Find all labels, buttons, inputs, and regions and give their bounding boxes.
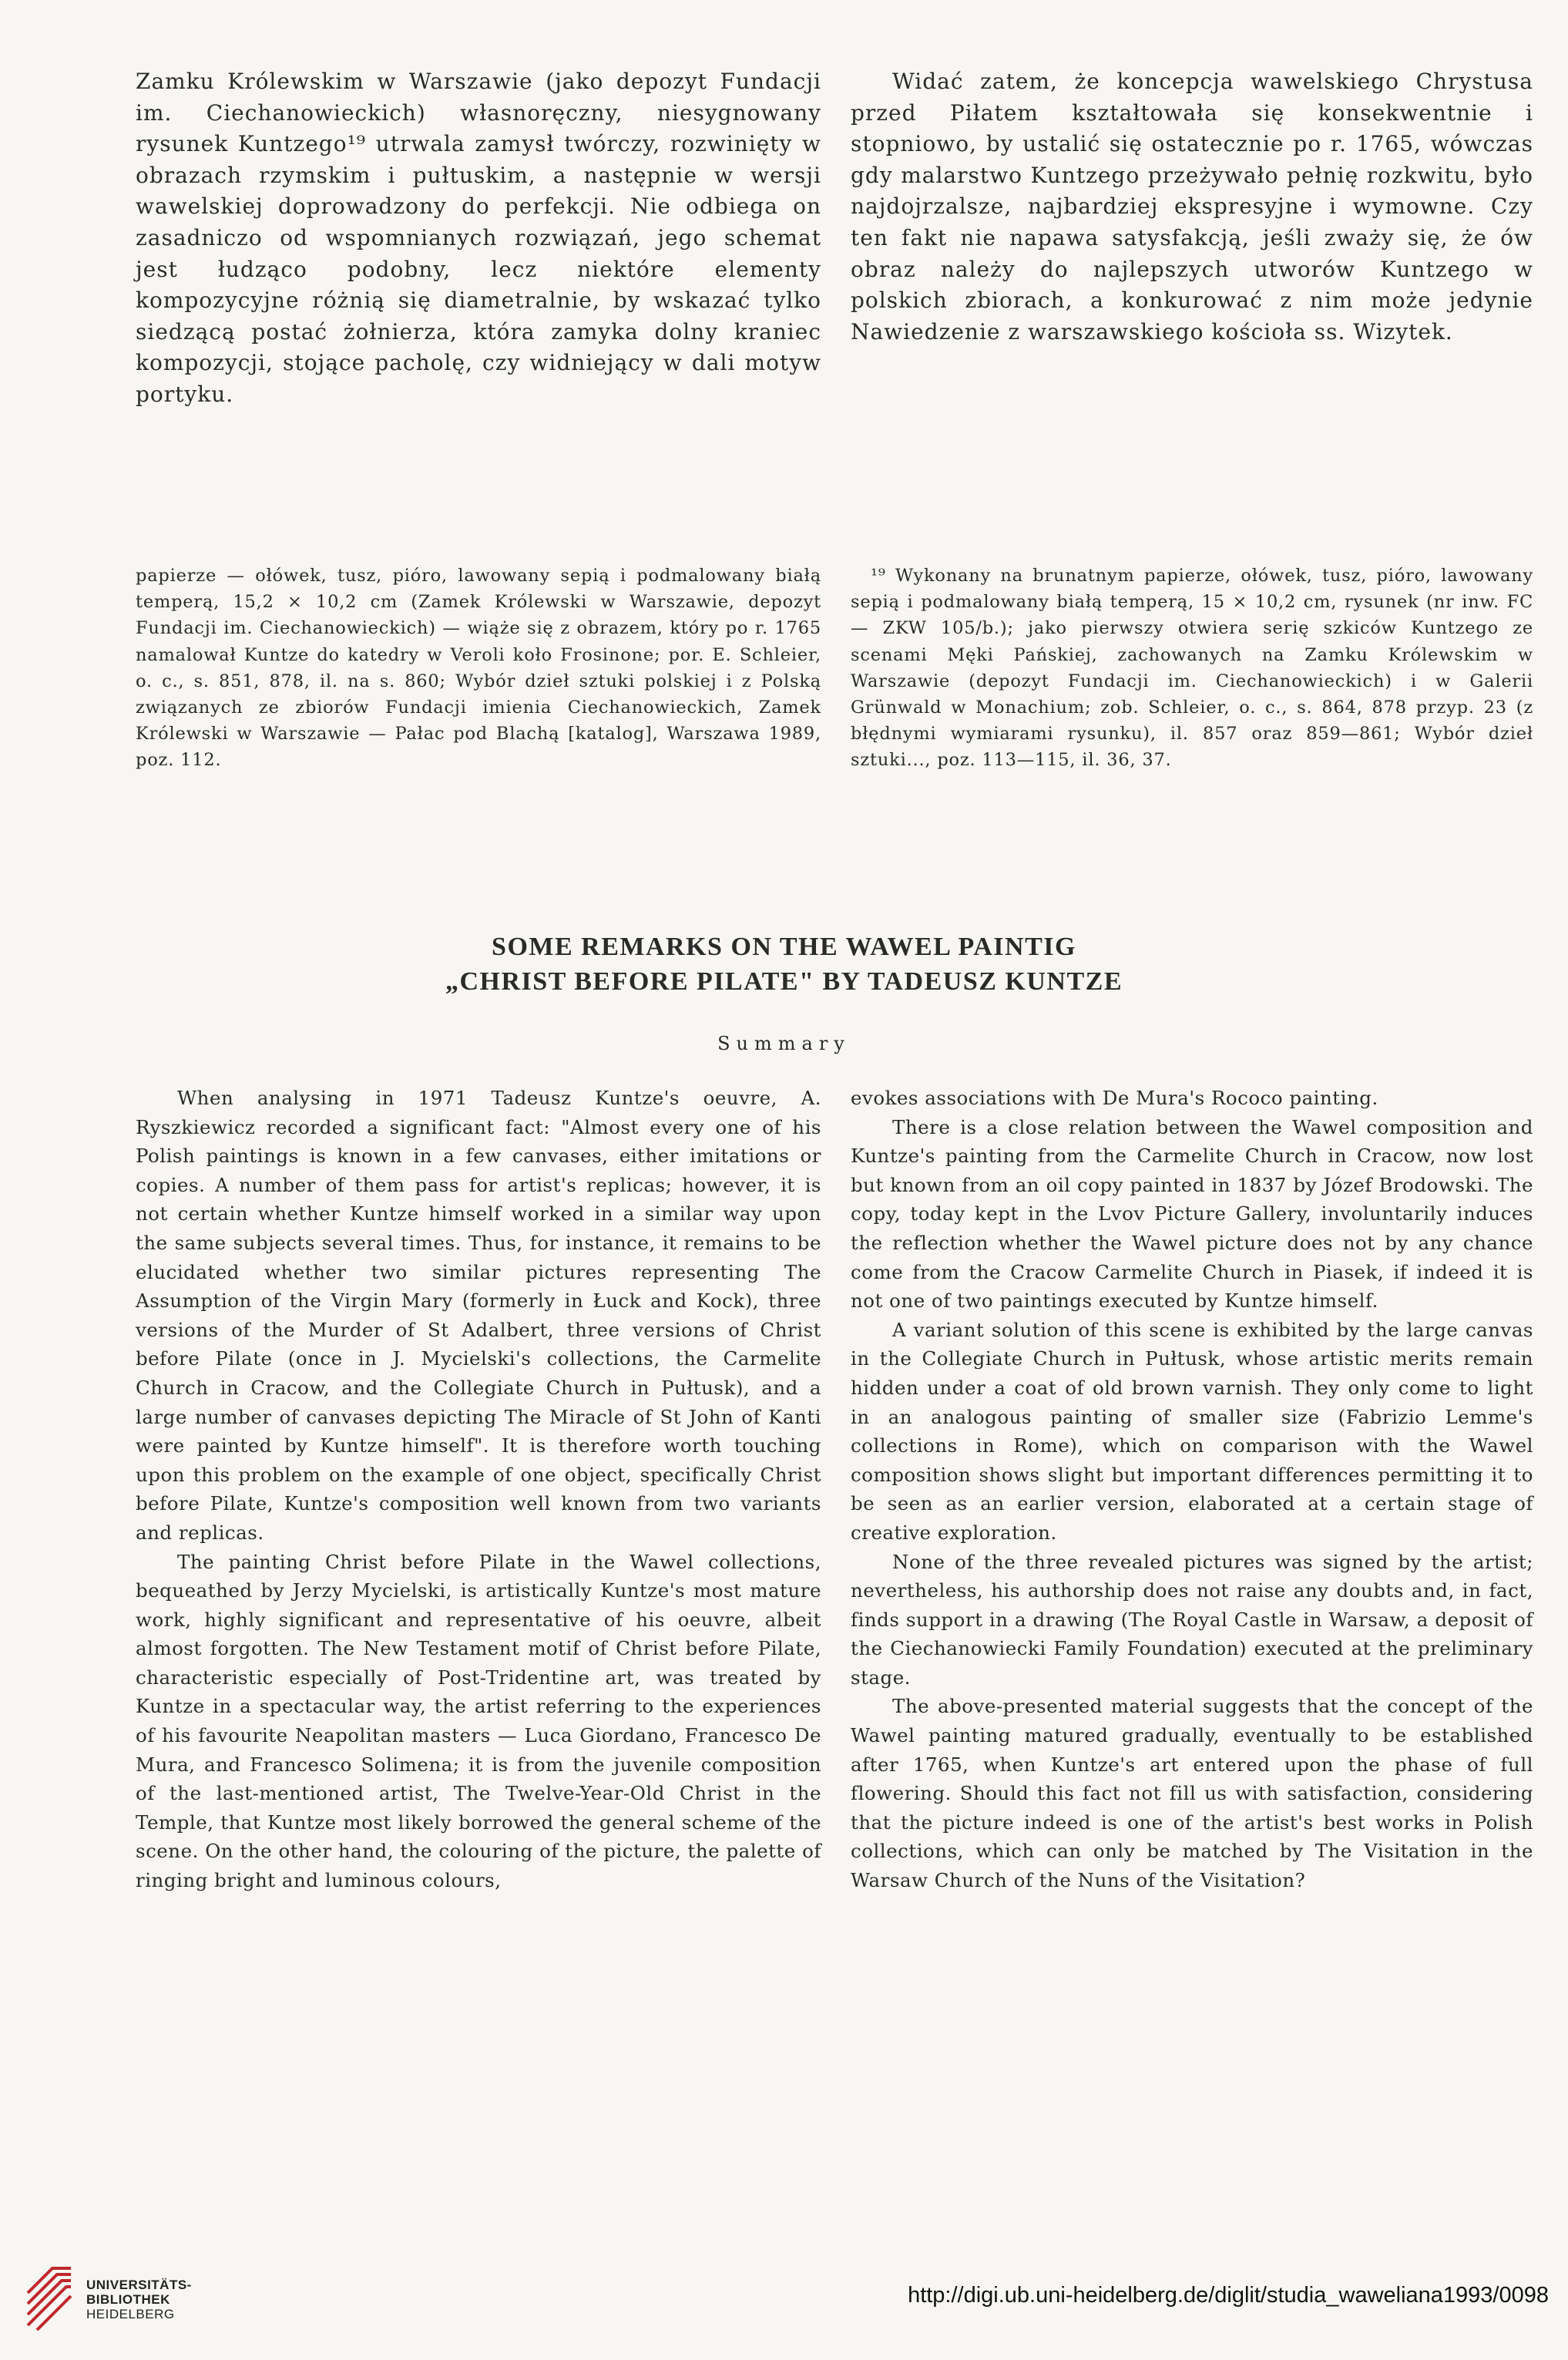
- logo-line: UNIVERSITÄTS-: [86, 2278, 192, 2292]
- summary-paragraph: None of the three revealed pictures was signed by the artist; nevertheless, his authorship does not raise any doubts and, in fact, finds support in a drawing (The Royal Castle in Warsaw, a deposit of the Ciechanowiecki Family Foundation) executed at the preliminary stage.: [851, 1550, 1533, 1689]
- summary-right-column: [851, 1084, 1533, 1895]
- summary-paragraph: A variant solution of this scene is exhibited by the large canvas in the Collegiate Church in Pułtusk, whose artistic merits remain hidden under a coat of old brown varnish. They only come to light in an analogous painting of smaller size (Fabrizio Lemme's collections in Rome), which on comparison with the Wawel composition shows slight but important differences permitting it to be seen as an earlier version, elaborated at a certain stage of creative exploration.: [851, 1318, 1533, 1544]
- library-logo: [22, 2262, 253, 2331]
- footnote-right-column: [851, 563, 1533, 774]
- footnote-continuation: papierze — ołówek, tusz, pióro, lawowany sepią i podmalowany białą temperą, 15,2 × 10,2 cm (Zamek Królewski w Warszawie, depozyt Fundacji im. Ciechanowieckich) — wiąże się z obrazem, który po r. 1765 namalował Kuntze do katedry w Veroli koło Frosinone; por. E. Schleier, o. c., s. 851, 878, il. na s. 860; Wybór dzieł sztuki polskiej i z Polską związanych ze zbiorów Fundacji imienia Ciechanowieckich, Zamek Królewski w Warszawie — Pałac pod Blachą [katalog], Warszawa 1989, poz. 112.: [136, 566, 821, 771]
- summary-paragraph: There is a close relation between the Wawel composition and Kuntze's painting from the Carmelite Church in Cracow, now lost but known from an oil copy painted in 1837 by Józef Brodowski. The copy, today kept in the Lvov Picture Gallery, involuntarily induces the reflection whether the Wawel picture does not by any chance come from the Cracow Carmelite Church in Piasek, if indeed it is not one of two paintings executed by Kuntze himself.: [851, 1115, 1533, 1313]
- library-logo-icon: [22, 2262, 77, 2331]
- summary-title-line-2: „CHRIST BEFORE PILATE" BY TADEUSZ KUNTZE: [445, 967, 1123, 996]
- summary-paragraph: evokes associations with De Mura's Rococo painting.: [851, 1087, 1378, 1109]
- summary-left-column: [136, 1084, 821, 1895]
- top-right-column: [851, 66, 1533, 348]
- summary-paragraph: The painting Christ before Pilate in the Wawel collections, bequeathed by Jerzy Mycielski, is artistically Kuntze's most mature work, highly significant and representative of his oeuvre, albeit almost forgotten. The New Testament motif of Christ before Pilate, characteristic especially of Post-Tridentine art, was treated by Kuntze in a spectacular way, the artist referring to the experiences of his favourite Neapolitan masters — Luca Giordano, Francesco De Mura, and Francesco Solimena; it is from the juvenile composition of the last-mentioned artist, The Twelve-Year-Old Christ in the Temple, that Kuntze most likely borrowed the general scheme of the scene. On the other hand, the colouring of the picture, the palette of ringing bright and luminous colours,: [136, 1550, 821, 1892]
- top-left-paragraph: Zamku Królewskim w Warszawie (jako depozyt Fundacji im. Ciechanowieckich) własnoręczny, niesygnowany rysunek Kuntzego¹⁹ utrwala zamysł twórczy, rozwinięty w obrazach rzymskim i pułtuskim, a następnie w wersji wawelskiej doprowadzony do perfekcji. Nie odbiega on zasadniczo od wspomnianych rozwiązań, jego schemat jest łudząco podobny, lecz niektóre elementy kompozycyjne różnią się diametralnie, by wskazać tylko siedzącą postać żołnierza, która zamyka dolny kraniec kompozycji, stojące pacholę, czy widniejący w dali motyw portyku.: [136, 69, 821, 407]
- summary-title-line-1: SOME REMARKS ON THE WAWEL PAINTIG: [492, 933, 1076, 961]
- library-logo-text: [86, 2278, 192, 2321]
- footnote-19: ¹⁹ Wykonany na brunatnym papierze, ołówek, tusz, pióro, lawowany sepią i podmalowany białą temperą, 15 × 10,2 cm, rysunek (nr inw. FC — ZKW 105/b.); jako pierwszy otwiera serię szkiców Kuntzego ze scenami Męki Pańskiej, zachowanych na Zamku Królewskim w Warszawie (depozyt Fundacji im. Ciechanowieckich) i w Galerii Grünwald w Monachium; zob. Schleier, o. c., s. 864, 878 przyp. 23 (z błędnymi wymiarami rysunku), il. 857 oraz 859—861; Wybór dzieł sztuki..., poz. 113—115, il. 36, 37.: [851, 566, 1533, 771]
- top-right-paragraph: Widać zatem, że koncepcja wawelskiego Chrystusa przed Piłatem kształtowała się konsekwentnie i stopniowo, by ustalić się ostatecznie po r. 1765, wówczas gdy malarstwo Kuntzego przeżywało pełnię rozkwitu, było najdojrzalsze, najbardziej ekspresyjne i wymowne. Czy ten fakt nie napawa satysfakcją, jeśli zważy się, że ów obraz należy do najlepszych utworów Kuntzego w polskich zbiorach, a konkurować z nim może jedynie Nawiedzenie z warszawskiego kościoła ss. Wizytek.: [851, 69, 1533, 345]
- source-url-link[interactable]: http://digi.ub.uni-heidelberg.de/diglit/studia_waweliana1993/0098: [908, 2283, 1549, 2308]
- summary-paragraph: When analysing in 1971 Tadeusz Kuntze's oeuvre, A. Ryszkiewicz recorded a significant fact: "Almost every one of his Polish paintings is known in a few canvases, either imitations or copies. A number of them pass for artist's replicas; however, it is not certain whether Kuntze himself worked in a similar way upon the same subjects several times. Thus, for instance, it remains to be elucidated whether two similar pictures representing The Assumption of the Virgin Mary (formerly in Łuck and Kock), three versions of the Murder of St Adalbert, three versions of Christ before Pilate (once in J. Mycielski's collections, the Carmelite Church in Cracow, and the Collegiate Church in Pułtusk), and a large number of canvases depicting The Miracle of St John of Kanti were painted by Kuntze himself". It is therefore worth touching upon this problem on the example of one object, specifically Christ before Pilate, Kuntze's composition well known from two variants and replicas.: [136, 1087, 821, 1544]
- summary-paragraph: The above-presented material suggests that the concept of the Wawel painting matured gradually, eventually to be established after 1765, when Kuntze's art entered upon the phase of full flowering. Should this fact not fill us with satisfaction, considering that the picture indeed is one of the artist's best works in Polish collections, which can only be matched by The Visitation in the Warsaw Church of the Nuns of the Visitation?: [851, 1695, 1533, 1892]
- summary-label: Summary: [717, 1033, 851, 1054]
- logo-line: BIBLIOTHEK: [86, 2292, 170, 2307]
- logo-line: HEIDELBERG: [86, 2307, 175, 2321]
- top-left-column: [136, 66, 821, 411]
- footnote-left-column: [136, 563, 821, 774]
